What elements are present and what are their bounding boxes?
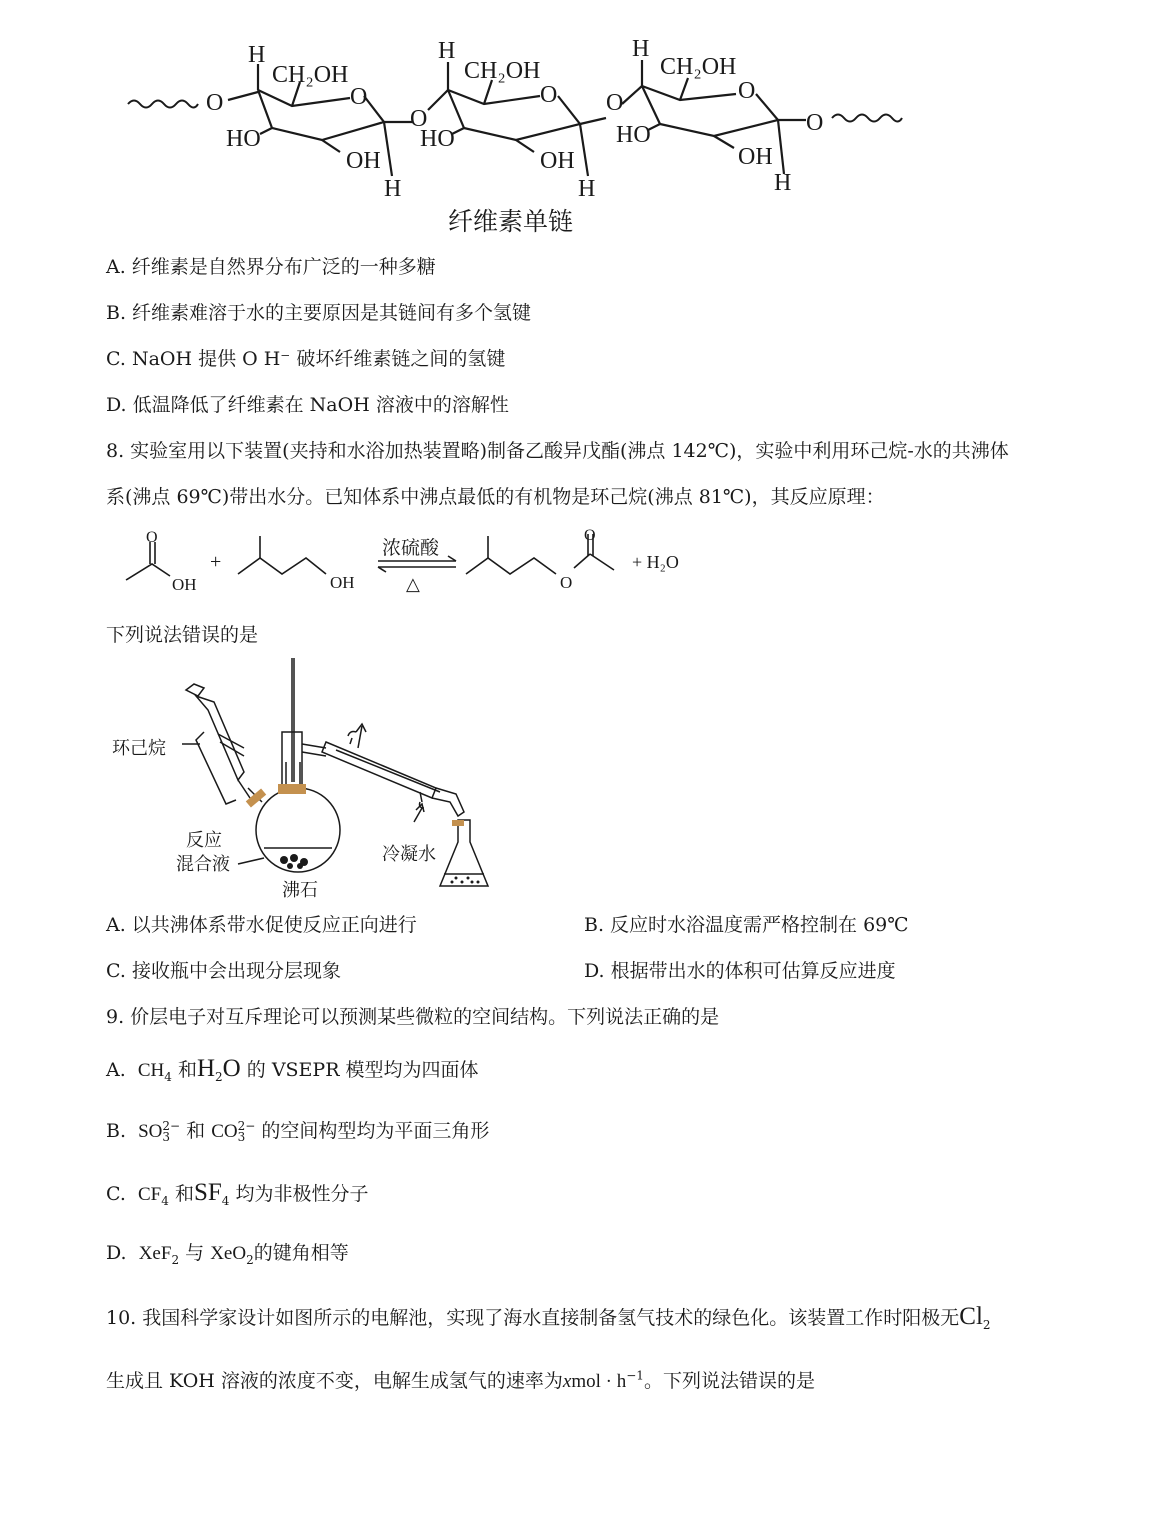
q10-line1: 10. 我国科学家设计如图所示的电解池，实现了海水直接制备氢气技术的绿色化。该装置工作时阳极无$Cl_2$ <box>106 1303 991 1332</box>
label-boiling-chips: 沸石 <box>282 880 318 901</box>
boiling-chips-dots <box>280 854 308 869</box>
link-o-1: O <box>410 106 428 132</box>
q8-option-c: C. 接收瓶中会出现分层现象 <box>106 960 341 982</box>
unit1-ho: HO <box>226 126 261 152</box>
q7-option-a: A. 纤维素是自然界分布广泛的一种多糖 <box>106 256 436 278</box>
q8-option-b: B. 反应时水浴温度需严格控制在 69℃ <box>584 914 909 936</box>
figure-caption: 纤维素单链 <box>448 207 574 236</box>
acid-carbonyl-o: O <box>146 529 158 546</box>
q8-option-a: A. 以共沸体系带水促使反应正向进行 <box>106 914 417 936</box>
label-cyclohexane: 环己烷 <box>112 738 166 759</box>
unit3-oh: OH <box>738 144 773 170</box>
unit1-ch2oh: CH₂OH <box>272 62 349 88</box>
catalyst-label: 浓硫酸 <box>382 538 440 559</box>
unit3-ho: HO <box>616 122 651 148</box>
q9-option-a: A. $CH_4$ 和$H_2O$ 的 VSEPR 模型均为四面体 <box>106 1055 479 1084</box>
unit2-oh: OH <box>540 148 575 174</box>
unit2-h-bottom: H <box>578 176 596 200</box>
unit2-ring-o: O <box>540 82 558 108</box>
unit2-ho: HO <box>420 126 455 152</box>
unit3-h-top: H <box>632 36 650 62</box>
acid-oh: OH <box>172 575 197 594</box>
right-link-o: O <box>806 110 824 136</box>
q9-stem: 9. 价层电子对互斥理论可以预测某些微粒的空间结构。下列说法正确的是 <box>106 1006 720 1028</box>
left-link-o: O <box>206 90 224 116</box>
q9-option-c: C. $CF_4$ 和$SF_4$ 均为非极性分子 <box>106 1179 369 1208</box>
q8-prompt: 下列说法错误的是 <box>106 624 259 646</box>
cellulose-structure-figure <box>0 0 1170 200</box>
ester-carbonyl-o: O <box>584 528 596 544</box>
heat-symbol: △ <box>406 574 420 594</box>
alcohol-oh: OH <box>330 573 355 592</box>
q9-option-d: D. XeF$_2$ 与 XeO$_2$的键角相等 <box>106 1242 349 1267</box>
link-o-2: O <box>606 90 624 116</box>
q8-option-d: D. 根据带出水的体积可估算反应进度 <box>584 960 896 982</box>
water-product: + H₂O <box>632 552 679 572</box>
esterification-reaction <box>100 528 720 606</box>
reactant-plus: + <box>210 551 222 573</box>
unit3-ch2oh: CH₂OH <box>660 54 737 80</box>
unit2-h-top: H <box>438 38 456 64</box>
label-mixture-1: 反应 <box>186 830 222 851</box>
unit1-h-bottom: H <box>384 176 402 200</box>
unit3-ring-o: O <box>738 78 756 104</box>
label-condenser-water: 冷凝水 <box>382 844 436 865</box>
distillation-apparatus <box>100 652 520 902</box>
q8-stem-line1: 8. 实验室用以下装置(夹持和水浴加热装置略)制备乙酸异戊酯(沸点 142℃)，实验中利用环己烷-水的共沸体 <box>106 440 1009 462</box>
q10-line2: 生成且 KOH 溶液的浓度不变，电解生成氢气的速率为xmol · $h^{-1}$。下列说法错误的是 <box>106 1368 815 1392</box>
unit1-h-top: H <box>248 42 266 68</box>
ester-oxygen: O <box>560 573 573 592</box>
unit2-ch2oh: CH₂OH <box>464 58 541 84</box>
unit3-h-bottom: H <box>774 170 792 196</box>
label-mixture-2: 混合液 <box>176 854 230 875</box>
unit1-oh: OH <box>346 148 381 174</box>
q7-option-d: D. 低温降低了纤维素在 NaOH 溶液中的溶解性 <box>106 394 509 416</box>
q7-option-c: C. NaOH 提供 O H⁻ 破坏纤维素链之间的氢键 <box>106 348 506 370</box>
unit1-ring-o: O <box>350 84 368 110</box>
q9-option-b: B. SO2− 3 和 CO2− 3 的空间构型均为平面三角形 <box>106 1119 490 1144</box>
q8-stem-line2: 系(沸点 69℃)带出水分。已知体系中沸点最低的有机物是环己烷(沸点 81℃)，其反应原理： <box>106 486 885 508</box>
q7-option-b: B. 纤维素难溶于水的主要原因是其链间有多个氢键 <box>106 302 532 324</box>
